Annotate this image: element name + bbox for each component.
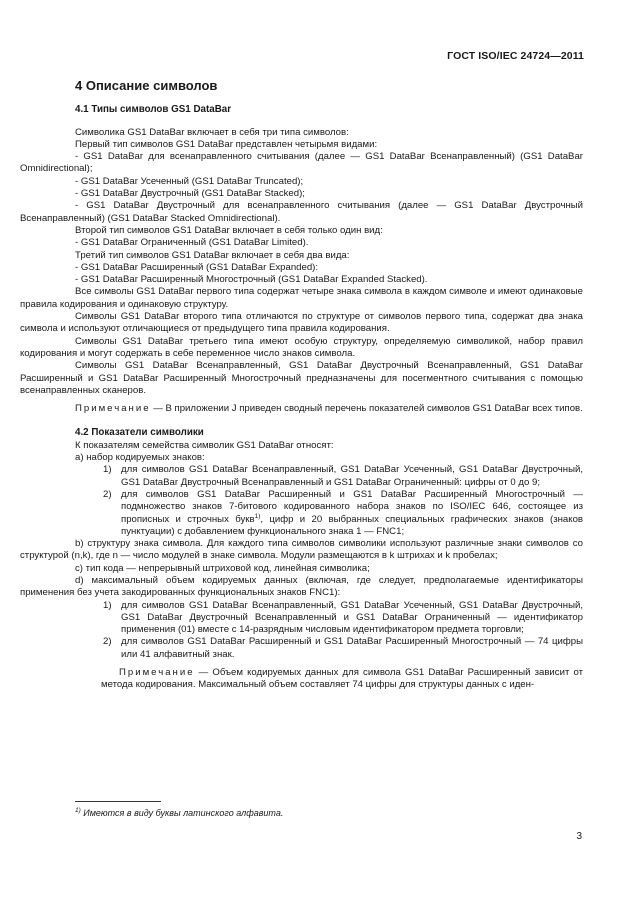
item-number: 2) — [103, 488, 112, 500]
list-item: - GS1 DataBar для всенаправленного считывания (далее — GS1 DataBar Всенаправленный) (GS1 DataBar Omnidirectional); — [20, 151, 583, 175]
item-text: , цифр и 20 выбранных специальных графических знаков (знаков пунктуации) с добавлением функционального знака 1 — FNC1; — [121, 513, 584, 537]
list-item: - GS1 DataBar Расширенный (GS1 DataBar Expanded): — [75, 261, 319, 273]
footnote — [75, 808, 283, 818]
item-text: для символов GS1 DataBar Всенаправленный, GS1 DataBar Усеченный, GS1 DataBar Двустрочный, GS1 DataBar Двустрочный Всенаправленный и GS1 DataBar Ограниченный: цифры от 0 до 9; — [121, 464, 583, 488]
numbered-item — [20, 489, 583, 538]
subsection-4-2-title: 4.2 Показатели символики — [75, 427, 204, 439]
item-number: 2) — [103, 636, 112, 648]
page-content — [20, 80, 583, 692]
paragraph: Первый тип символов GS1 DataBar представлен четырьмя видами: — [75, 138, 378, 150]
list-item: b) структуру знака символа. Для каждого типа символов символики используют различные знаки символов со структурой (n,k), где n — число модулей в знаке символа. Модули размещаются в k штрихах и k пробелах; — [20, 538, 583, 562]
paragraph: Символы GS1 DataBar второго типа отличаются по структуре от символов первого типа, содержат два знака символа и используют отличающиеся от предыдущего типа правила кодирования. — [20, 311, 583, 335]
paragraph: Символы GS1 DataBar Всенаправленный, GS1 DataBar Двустрочный Всенаправленный, GS1 DataBar Расширенный и GS1 DataBar Расширенный Многострочный предназначены для посегментного считывания с помощью всенаправленных сканеров. — [20, 360, 583, 396]
list-item: - GS1 DataBar Усеченный (GS1 DataBar Truncated); — [75, 175, 304, 187]
paragraph: Третий тип символов GS1 DataBar включает в себя два вида: — [75, 249, 350, 261]
numbered-item — [20, 636, 583, 661]
footnote-mark: 1) — [75, 807, 81, 814]
list-item: - GS1 DataBar Расширенный Многострочный (GS1 DataBar Expanded Stacked). — [75, 274, 428, 286]
paragraph: Все символы GS1 DataBar первого типа содержат четыре знака символа в каждом символе и имеют одинаковые правила кодирования и одинаковую структуру. — [20, 286, 583, 310]
item-text: для символов GS1 DataBar Расширенный и GS1 DataBar Расширенный Многострочный — подмножество знаков 7-битового кодированного набора знаков по ISO/IEC 646, состоящее из прописных и строчных букв — [121, 488, 583, 525]
note — [20, 403, 583, 415]
note-label: Примечание — [75, 403, 151, 415]
footnote-text: Имеются в виду буквы латинского алфавита. — [80, 808, 284, 818]
list-item: d) максимальный объем кодируемых данных (включая, где следует, предполагаемые идентификаторы применения без учета закодированных функциональных знаков FNC1): — [20, 574, 583, 599]
paragraph: Второй тип символов GS1 DataBar включает в себя только один вид: — [75, 224, 383, 236]
numbered-item — [20, 464, 583, 489]
paragraph: К показателям семейства символик GS1 DataBar относят: — [75, 439, 334, 451]
list-item: - GS1 DataBar Двустрочный для всенаправленного считывания (далее — GS1 DataBar Двустрочный Всенаправленный) (GS1 DataBar Stacked Omnidirectional). — [20, 200, 583, 224]
footnote-ref: 1) — [254, 512, 261, 520]
item-number: 1) — [103, 599, 112, 611]
subsection-4-1-title: 4.1 Типы символов GS1 DataBar — [75, 104, 232, 116]
numbered-item — [20, 600, 583, 637]
note-label: Примечание — [119, 667, 195, 679]
list-item: а) набор кодируемых знаков: — [75, 452, 205, 464]
paragraph: Символы GS1 DataBar третьего типа имеют особую структуру, определяемую символикой, набор правил кодирования и могут содержать в себе переменное число знаков символа. — [20, 335, 583, 359]
list-item: - GS1 DataBar Двустрочный (GS1 DataBar Stacked); — [75, 188, 305, 200]
standard-header: ГОСТ ISO/IEC 24724—2011 — [447, 50, 584, 62]
paragraph: Символика GS1 DataBar включает в себя три типа символов: — [75, 126, 349, 138]
item-text: для символов GS1 DataBar Расширенный и GS1 DataBar Расширенный Многострочный — 74 цифры или 41 алфавитный знак. — [121, 636, 583, 660]
list-item: - GS1 DataBar Ограниченный (GS1 DataBar Limited). — [75, 237, 309, 249]
item-text: для символов GS1 DataBar Всенаправленный, GS1 DataBar Усеченный, GS1 DataBar Двустрочный, GS1 DataBar Двустрочный Всенаправленный и GS1 DataBar Ограниченный — идентификатор применения (01) вместе с 14-разрядным числовым идентификатором предмета торговли; — [121, 599, 583, 636]
list-item: c) тип кода — непрерывный штриховой код, линейная символика; — [75, 562, 370, 574]
page-number: 3 — [576, 831, 582, 842]
item-number: 1) — [103, 464, 112, 476]
note-text: — В приложении J приведен сводный перечень показателей символов GS1 DataBar всех типов. — [150, 403, 583, 415]
footnote-divider — [75, 801, 161, 802]
note-text: — Объем кодируемых данных для символа GS1 DataBar Расширенный зависит от метода кодирования. Максимальный объем составляет 74 цифры для структуры данных с иден- — [101, 667, 583, 691]
section-title: 4 Описание символов — [75, 78, 218, 93]
note — [20, 667, 583, 692]
